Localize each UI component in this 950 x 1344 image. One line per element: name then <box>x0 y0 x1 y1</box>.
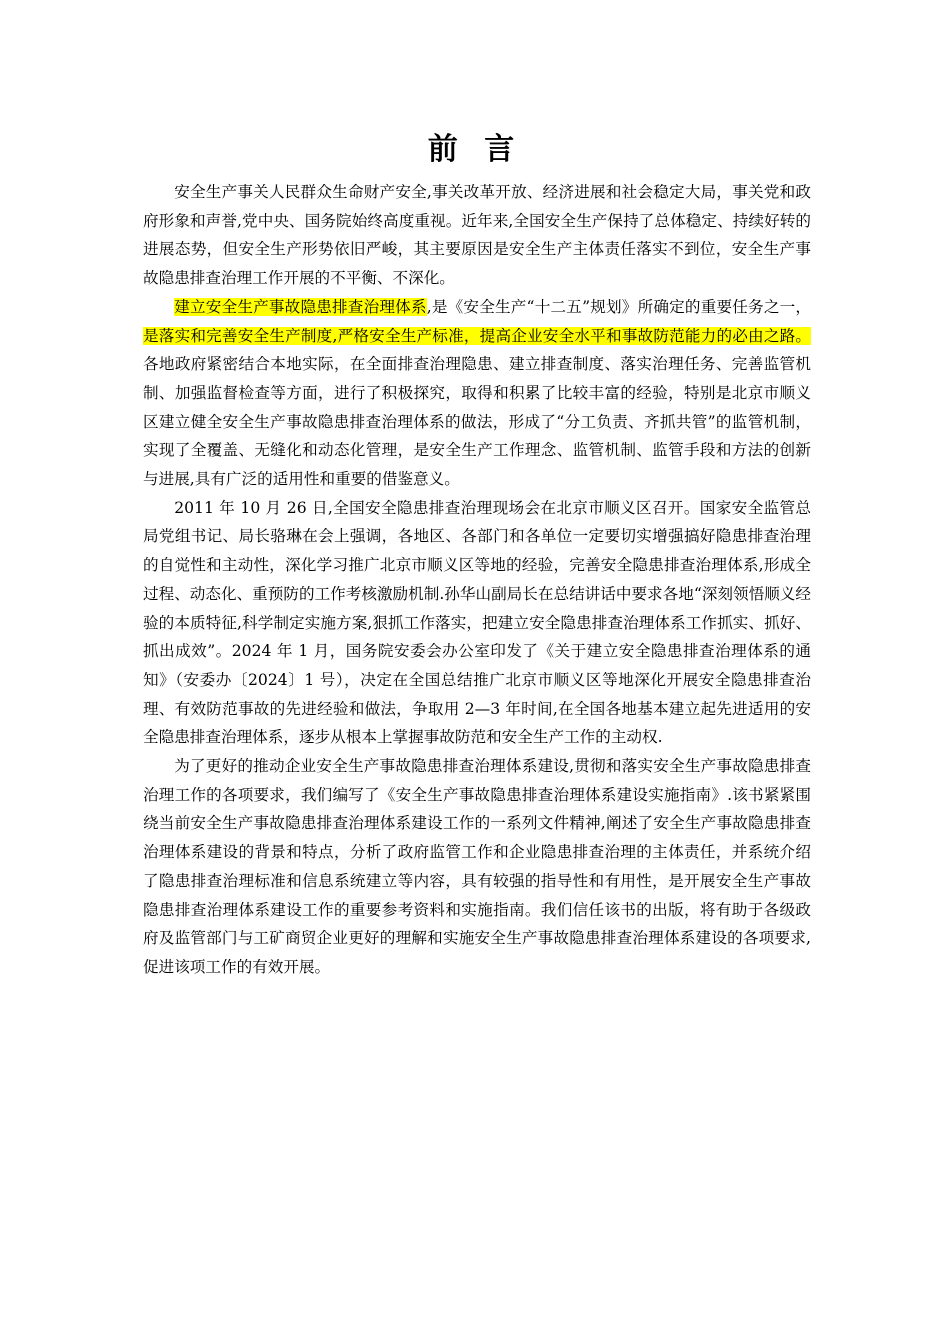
document-body <box>143 178 811 982</box>
highlighted-text: 是落实和完善安全生产制度,严格安全生产标准，提高企业安全水平和事故防范能力的必由之路。 <box>143 326 811 345</box>
paragraph-3 <box>143 494 811 752</box>
highlighted-text: 建立安全生产事故隐患排查治理体系 <box>174 297 427 316</box>
paragraph-text: ,是《安全生产“十二五”规划》所确定的重要任务之一， <box>426 297 811 316</box>
paragraph-4 <box>143 752 811 982</box>
paragraph-text: 2011 年 10 月 26 日,全国安全隐患排查治理现场会在北京市顺义区召开。国家安全监管总局党组书记、局长骆琳在会上强调，各地区、各部门和各单位一定要切实增强搞好隐患排查治理的自觉性和主动性，深化学习推广北京市顺义区等地的经验，完善安全隐患排查治理体系,形成全过程、动态化、重预防的工作考核激励机制.孙华山副局长在总结讲话中要求各地“深刻领悟顺义经验的本质特征,科学制定实施方案,狠抓工作落实，把建立安全隐患排查治理体系工作抓实、抓好、抓出成效”。2024 年 1 月，国务院安委会办公室印发了《关于建立安全隐患排查治理体系的通知》（安委办〔2024〕1 号），决定在全国总结推广北京市顺义区等地深化开展安全隐患排查治理、有效防范事故的先进经验和做法，争取用 2—3 年时间,在全国各地基本建立起先进适用的安全隐患排查治理体系，逐步从根本上掌握事故防范和安全生产工作的主动权. <box>143 498 811 747</box>
paragraph-text: 为了更好的推动企业安全生产事故隐患排查治理体系建设,贯彻和落实安全生产事故隐患排查治理工作的各项要求，我们编写了《安全生产事故隐患排查治理体系建设实施指南》.该书紧紧围绕当前安全生产事故隐患排查治理体系建设工作的一系列文件精神,阐述了安全生产事故隐患排查治理体系建设的背景和特点，分析了政府监管工作和企业隐患排查治理的主体责任，并系统介绍了隐患排查治理标准和信息系统建立等内容，具有较强的指导性和有用性，是开展安全生产事故隐患排查治理体系建设工作的重要参考资料和实施指南。我们信任该书的出版，将有助于各级政府及监管部门与工矿商贸企业更好的理解和实施安全生产事故隐患排查治理体系建设的各项要求,促进该项工作的有效开展。 <box>143 757 811 976</box>
paragraph-text: 各地政府紧密结合本地实际，在全面排查治理隐患、建立排查制度、落实治理任务、完善监管机制、加强监督检查等方面，进行了积极探究，取得和积累了比较丰富的经验，特别是北京市顺义区建立健全安全生产事故隐患排查治理体系的做法，形成了“分工负责、齐抓共管”的监管机制，实现了全覆盖、无缝化和动态化管理，是安全生产工作理念、监管机制、监管手段和方法的创新与进展,具有广泛的适用性和重要的借鉴意义。 <box>143 355 811 489</box>
page-title: 前 言 <box>427 132 523 167</box>
paragraph-2 <box>143 293 811 494</box>
paragraph-text: 安全生产事关人民群众生命财产安全,事关改革开放、经济进展和社会稳定大局，事关党和政府形象和声誉,党中央、国务院始终高度重视。近年来,全国安全生产保持了总体稳定、持续好转的进展态势，但安全生产形势依旧严峻，其主要原因是安全生产主体责任落实不到位，安全生产事故隐患排查治理工作开展的不平衡、不深化。 <box>143 183 811 288</box>
paragraph-1 <box>143 178 811 293</box>
